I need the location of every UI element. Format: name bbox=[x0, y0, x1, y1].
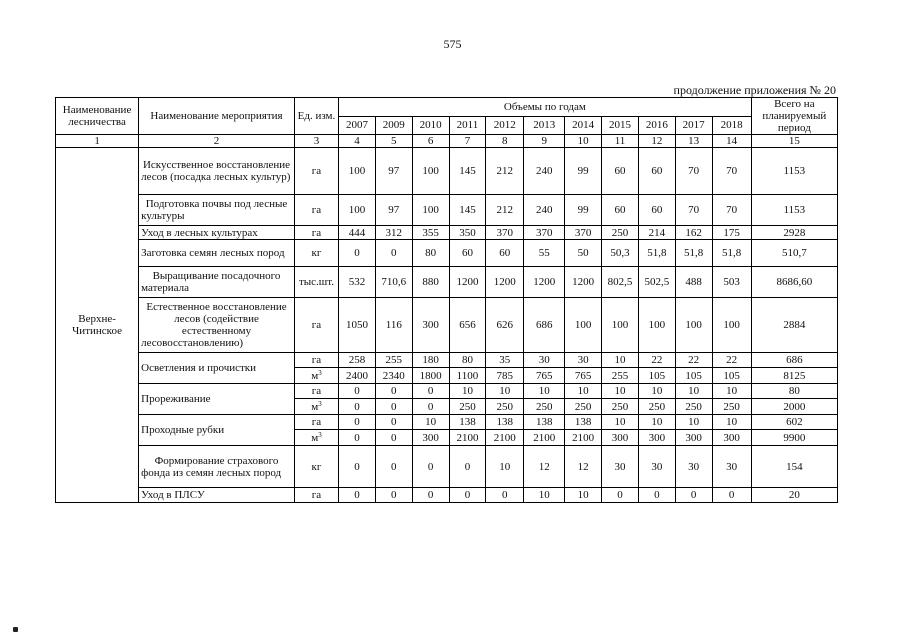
value-cell: 250 bbox=[602, 399, 639, 415]
value-cell: 70 bbox=[712, 148, 751, 195]
header-unit: Ед. изм. bbox=[294, 98, 338, 135]
value-cell: 10 bbox=[486, 384, 524, 399]
year-header: 2017 bbox=[675, 116, 712, 135]
value-cell: 10 bbox=[486, 446, 524, 488]
value-cell: 0 bbox=[486, 488, 524, 503]
value-cell: 250 bbox=[449, 399, 486, 415]
value-cell: 1200 bbox=[524, 267, 565, 298]
value-cell: 0 bbox=[339, 430, 376, 446]
value-cell: 686 bbox=[524, 298, 565, 353]
value-cell: 0 bbox=[375, 415, 412, 430]
value-cell: 1200 bbox=[565, 267, 602, 298]
column-number: 1 bbox=[56, 135, 139, 148]
value-cell: 97 bbox=[375, 195, 412, 226]
value-cell: 0 bbox=[602, 488, 639, 503]
value-cell: 35 bbox=[486, 353, 524, 368]
value-cell: 250 bbox=[675, 399, 712, 415]
value-cell: 656 bbox=[449, 298, 486, 353]
year-header: 2015 bbox=[602, 116, 639, 135]
value-cell: 30 bbox=[675, 446, 712, 488]
year-header: 2018 bbox=[712, 116, 751, 135]
value-cell: 502,5 bbox=[638, 267, 675, 298]
value-cell: 0 bbox=[339, 399, 376, 415]
activity-name: Заготовка семян лесных пород bbox=[139, 240, 295, 267]
value-cell: 250 bbox=[565, 399, 602, 415]
value-cell: 10 bbox=[565, 384, 602, 399]
value-cell: 0 bbox=[675, 488, 712, 503]
unit-cell: га bbox=[294, 353, 338, 368]
value-cell: 255 bbox=[375, 353, 412, 368]
header-volumes-by-year: Объемы по годам bbox=[339, 98, 752, 117]
column-number: 5 bbox=[375, 135, 412, 148]
value-cell: 30 bbox=[524, 353, 565, 368]
value-cell: 765 bbox=[524, 368, 565, 384]
value-cell: 240 bbox=[524, 148, 565, 195]
value-cell: 50,3 bbox=[602, 240, 639, 267]
value-cell: 710,6 bbox=[375, 267, 412, 298]
value-cell: 105 bbox=[638, 368, 675, 384]
table-row bbox=[56, 353, 838, 368]
value-cell: 30 bbox=[638, 446, 675, 488]
value-cell: 0 bbox=[375, 430, 412, 446]
value-cell: 488 bbox=[675, 267, 712, 298]
value-cell: 10 bbox=[524, 488, 565, 503]
value-cell: 300 bbox=[602, 430, 639, 446]
total-cell: 80 bbox=[751, 384, 837, 399]
value-cell: 370 bbox=[486, 226, 524, 240]
unit-cell: га bbox=[294, 226, 338, 240]
table-row bbox=[56, 226, 838, 240]
header-row bbox=[56, 98, 838, 117]
column-number: 14 bbox=[712, 135, 751, 148]
value-cell: 0 bbox=[339, 384, 376, 399]
value-cell: 51,8 bbox=[712, 240, 751, 267]
unit-cell: га bbox=[294, 195, 338, 226]
value-cell: 22 bbox=[675, 353, 712, 368]
value-cell: 55 bbox=[524, 240, 565, 267]
value-cell: 0 bbox=[375, 488, 412, 503]
continuation-label: продолжение приложения № 20 bbox=[673, 83, 836, 97]
value-cell: 1050 bbox=[339, 298, 376, 353]
column-number: 15 bbox=[751, 135, 837, 148]
value-cell: 370 bbox=[524, 226, 565, 240]
value-cell: 212 bbox=[486, 195, 524, 226]
value-cell: 1200 bbox=[449, 267, 486, 298]
total-cell: 1153 bbox=[751, 195, 837, 226]
value-cell: 80 bbox=[412, 240, 449, 267]
unit-cell-cubic bbox=[294, 399, 338, 415]
value-cell: 444 bbox=[339, 226, 376, 240]
value-cell: 99 bbox=[565, 148, 602, 195]
value-cell: 51,8 bbox=[675, 240, 712, 267]
value-cell: 0 bbox=[339, 488, 376, 503]
total-cell: 686 bbox=[751, 353, 837, 368]
value-cell: 250 bbox=[712, 399, 751, 415]
column-number: 10 bbox=[565, 135, 602, 148]
value-cell: 175 bbox=[712, 226, 751, 240]
value-cell: 105 bbox=[675, 368, 712, 384]
value-cell: 100 bbox=[339, 195, 376, 226]
value-cell: 162 bbox=[675, 226, 712, 240]
value-cell: 250 bbox=[638, 399, 675, 415]
page-number: 575 bbox=[443, 37, 462, 51]
unit-cell: га bbox=[294, 148, 338, 195]
value-cell: 2100 bbox=[486, 430, 524, 446]
table-row bbox=[56, 446, 838, 488]
value-cell: 250 bbox=[486, 399, 524, 415]
value-cell: 0 bbox=[375, 399, 412, 415]
value-cell: 70 bbox=[675, 148, 712, 195]
value-cell: 0 bbox=[412, 488, 449, 503]
value-cell: 0 bbox=[449, 488, 486, 503]
unit-text: м bbox=[311, 369, 319, 382]
header-forestry: Наименование лесничества bbox=[56, 98, 139, 135]
value-cell: 1100 bbox=[449, 368, 486, 384]
total-cell: 1153 bbox=[751, 148, 837, 195]
value-cell: 532 bbox=[339, 267, 376, 298]
column-number: 11 bbox=[602, 135, 639, 148]
activity-name: Выращивание посадочного материала bbox=[139, 267, 295, 298]
activity-name: Уход в лесных культурах bbox=[139, 226, 295, 240]
value-cell: 2340 bbox=[375, 368, 412, 384]
year-header: 2012 bbox=[486, 116, 524, 135]
unit-text: м bbox=[311, 400, 319, 413]
value-cell: 2100 bbox=[449, 430, 486, 446]
total-cell: 602 bbox=[751, 415, 837, 430]
value-cell: 10 bbox=[602, 415, 639, 430]
value-cell: 180 bbox=[412, 353, 449, 368]
table-row bbox=[56, 415, 838, 430]
activity-name: Искусственное восстановление лесов (посадка лесных культур) bbox=[139, 148, 295, 195]
value-cell: 300 bbox=[675, 430, 712, 446]
unit-cell: га bbox=[294, 384, 338, 399]
value-cell: 0 bbox=[375, 446, 412, 488]
value-cell: 97 bbox=[375, 148, 412, 195]
unit-text: м bbox=[311, 431, 319, 444]
unit-cell: га bbox=[294, 298, 338, 353]
value-cell: 10 bbox=[675, 415, 712, 430]
unit-cell-cubic bbox=[294, 368, 338, 384]
value-cell: 22 bbox=[712, 353, 751, 368]
value-cell: 312 bbox=[375, 226, 412, 240]
column-number: 4 bbox=[339, 135, 376, 148]
forestry-plan-table bbox=[55, 97, 838, 503]
total-cell: 2928 bbox=[751, 226, 837, 240]
value-cell: 51,8 bbox=[638, 240, 675, 267]
table-row bbox=[56, 240, 838, 267]
value-cell: 503 bbox=[712, 267, 751, 298]
value-cell: 802,5 bbox=[602, 267, 639, 298]
value-cell: 138 bbox=[486, 415, 524, 430]
cubic-superscript: 3 bbox=[318, 430, 322, 439]
value-cell: 60 bbox=[602, 148, 639, 195]
value-cell: 30 bbox=[565, 353, 602, 368]
value-cell: 300 bbox=[638, 430, 675, 446]
value-cell: 138 bbox=[524, 415, 565, 430]
value-cell: 60 bbox=[638, 195, 675, 226]
value-cell: 0 bbox=[375, 240, 412, 267]
value-cell: 300 bbox=[412, 430, 449, 446]
value-cell: 100 bbox=[675, 298, 712, 353]
activity-name: Проходные рубки bbox=[139, 415, 295, 446]
table-row bbox=[56, 148, 838, 195]
value-cell: 10 bbox=[602, 384, 639, 399]
value-cell: 0 bbox=[412, 384, 449, 399]
total-cell: 2000 bbox=[751, 399, 837, 415]
value-cell: 145 bbox=[449, 195, 486, 226]
value-cell: 250 bbox=[602, 226, 639, 240]
column-number: 7 bbox=[449, 135, 486, 148]
value-cell: 212 bbox=[486, 148, 524, 195]
value-cell: 80 bbox=[449, 353, 486, 368]
value-cell: 100 bbox=[412, 148, 449, 195]
column-number: 6 bbox=[412, 135, 449, 148]
value-cell: 60 bbox=[449, 240, 486, 267]
total-cell: 20 bbox=[751, 488, 837, 503]
value-cell: 10 bbox=[449, 384, 486, 399]
value-cell: 355 bbox=[412, 226, 449, 240]
value-cell: 0 bbox=[412, 399, 449, 415]
table-row bbox=[56, 384, 838, 399]
unit-cell: кг bbox=[294, 240, 338, 267]
value-cell: 10 bbox=[524, 384, 565, 399]
column-number: 3 bbox=[294, 135, 338, 148]
value-cell: 50 bbox=[565, 240, 602, 267]
table-row bbox=[56, 298, 838, 353]
year-header: 2013 bbox=[524, 116, 565, 135]
value-cell: 10 bbox=[638, 384, 675, 399]
table-row bbox=[56, 488, 838, 503]
column-number: 2 bbox=[139, 135, 295, 148]
column-number: 9 bbox=[524, 135, 565, 148]
table-row bbox=[56, 195, 838, 226]
value-cell: 10 bbox=[565, 488, 602, 503]
column-number: 12 bbox=[638, 135, 675, 148]
value-cell: 70 bbox=[712, 195, 751, 226]
header-activity: Наименование мероприятия bbox=[139, 98, 295, 135]
value-cell: 0 bbox=[375, 384, 412, 399]
value-cell: 0 bbox=[339, 415, 376, 430]
total-cell: 8686,60 bbox=[751, 267, 837, 298]
activity-name: Подготовка почвы под лесные культуры bbox=[139, 195, 295, 226]
total-cell: 8125 bbox=[751, 368, 837, 384]
total-cell: 510,7 bbox=[751, 240, 837, 267]
value-cell: 258 bbox=[339, 353, 376, 368]
cubic-superscript: 3 bbox=[318, 399, 322, 408]
scan-mark bbox=[13, 627, 18, 632]
value-cell: 300 bbox=[412, 298, 449, 353]
unit-cell: га bbox=[294, 488, 338, 503]
value-cell: 880 bbox=[412, 267, 449, 298]
value-cell: 100 bbox=[602, 298, 639, 353]
value-cell: 1200 bbox=[486, 267, 524, 298]
year-header: 2016 bbox=[638, 116, 675, 135]
value-cell: 10 bbox=[638, 415, 675, 430]
value-cell: 105 bbox=[712, 368, 751, 384]
unit-cell: тыс.шт. bbox=[294, 267, 338, 298]
value-cell: 100 bbox=[712, 298, 751, 353]
value-cell: 60 bbox=[638, 148, 675, 195]
activity-name: Формирование страхового фонда из семян лесных пород bbox=[139, 446, 295, 488]
value-cell: 12 bbox=[565, 446, 602, 488]
year-header: 2010 bbox=[412, 116, 449, 135]
year-header: 2014 bbox=[565, 116, 602, 135]
value-cell: 1800 bbox=[412, 368, 449, 384]
total-cell: 154 bbox=[751, 446, 837, 488]
table-row bbox=[56, 267, 838, 298]
value-cell: 116 bbox=[375, 298, 412, 353]
year-header: 2007 bbox=[339, 116, 376, 135]
value-cell: 250 bbox=[524, 399, 565, 415]
activity-name: Осветления и прочистки bbox=[139, 353, 295, 384]
value-cell: 12 bbox=[524, 446, 565, 488]
value-cell: 0 bbox=[712, 488, 751, 503]
header-total: Всего на планируемый период bbox=[751, 98, 837, 135]
value-cell: 2100 bbox=[524, 430, 565, 446]
value-cell: 10 bbox=[675, 384, 712, 399]
value-cell: 350 bbox=[449, 226, 486, 240]
column-number: 8 bbox=[486, 135, 524, 148]
value-cell: 214 bbox=[638, 226, 675, 240]
value-cell: 2100 bbox=[565, 430, 602, 446]
value-cell: 0 bbox=[412, 446, 449, 488]
value-cell: 300 bbox=[712, 430, 751, 446]
activity-name: Прореживание bbox=[139, 384, 295, 415]
forestry-name: Верхне-Читинское bbox=[56, 148, 139, 503]
value-cell: 138 bbox=[449, 415, 486, 430]
value-cell: 30 bbox=[602, 446, 639, 488]
value-cell: 626 bbox=[486, 298, 524, 353]
value-cell: 10 bbox=[602, 353, 639, 368]
value-cell: 0 bbox=[449, 446, 486, 488]
value-cell: 2400 bbox=[339, 368, 376, 384]
value-cell: 370 bbox=[565, 226, 602, 240]
activity-name: Уход в ПЛСУ bbox=[139, 488, 295, 503]
value-cell: 0 bbox=[638, 488, 675, 503]
value-cell: 785 bbox=[486, 368, 524, 384]
value-cell: 100 bbox=[339, 148, 376, 195]
value-cell: 30 bbox=[712, 446, 751, 488]
value-cell: 255 bbox=[602, 368, 639, 384]
value-cell: 100 bbox=[412, 195, 449, 226]
value-cell: 10 bbox=[412, 415, 449, 430]
value-cell: 10 bbox=[712, 384, 751, 399]
total-cell: 2884 bbox=[751, 298, 837, 353]
year-header: 2011 bbox=[449, 116, 486, 135]
value-cell: 0 bbox=[339, 446, 376, 488]
value-cell: 70 bbox=[675, 195, 712, 226]
value-cell: 138 bbox=[565, 415, 602, 430]
cubic-superscript: 3 bbox=[318, 368, 322, 377]
column-number: 13 bbox=[675, 135, 712, 148]
year-header: 2009 bbox=[375, 116, 412, 135]
value-cell: 0 bbox=[339, 240, 376, 267]
unit-cell-cubic bbox=[294, 430, 338, 446]
activity-name: Естественное восстановление лесов (содействие естественному лесовосстановлению) bbox=[139, 298, 295, 353]
value-cell: 100 bbox=[565, 298, 602, 353]
column-number-row bbox=[56, 135, 838, 148]
value-cell: 99 bbox=[565, 195, 602, 226]
unit-cell: кг bbox=[294, 446, 338, 488]
value-cell: 60 bbox=[602, 195, 639, 226]
value-cell: 240 bbox=[524, 195, 565, 226]
value-cell: 100 bbox=[638, 298, 675, 353]
value-cell: 10 bbox=[712, 415, 751, 430]
value-cell: 22 bbox=[638, 353, 675, 368]
unit-cell: га bbox=[294, 415, 338, 430]
value-cell: 60 bbox=[486, 240, 524, 267]
value-cell: 765 bbox=[565, 368, 602, 384]
total-cell: 9900 bbox=[751, 430, 837, 446]
value-cell: 145 bbox=[449, 148, 486, 195]
